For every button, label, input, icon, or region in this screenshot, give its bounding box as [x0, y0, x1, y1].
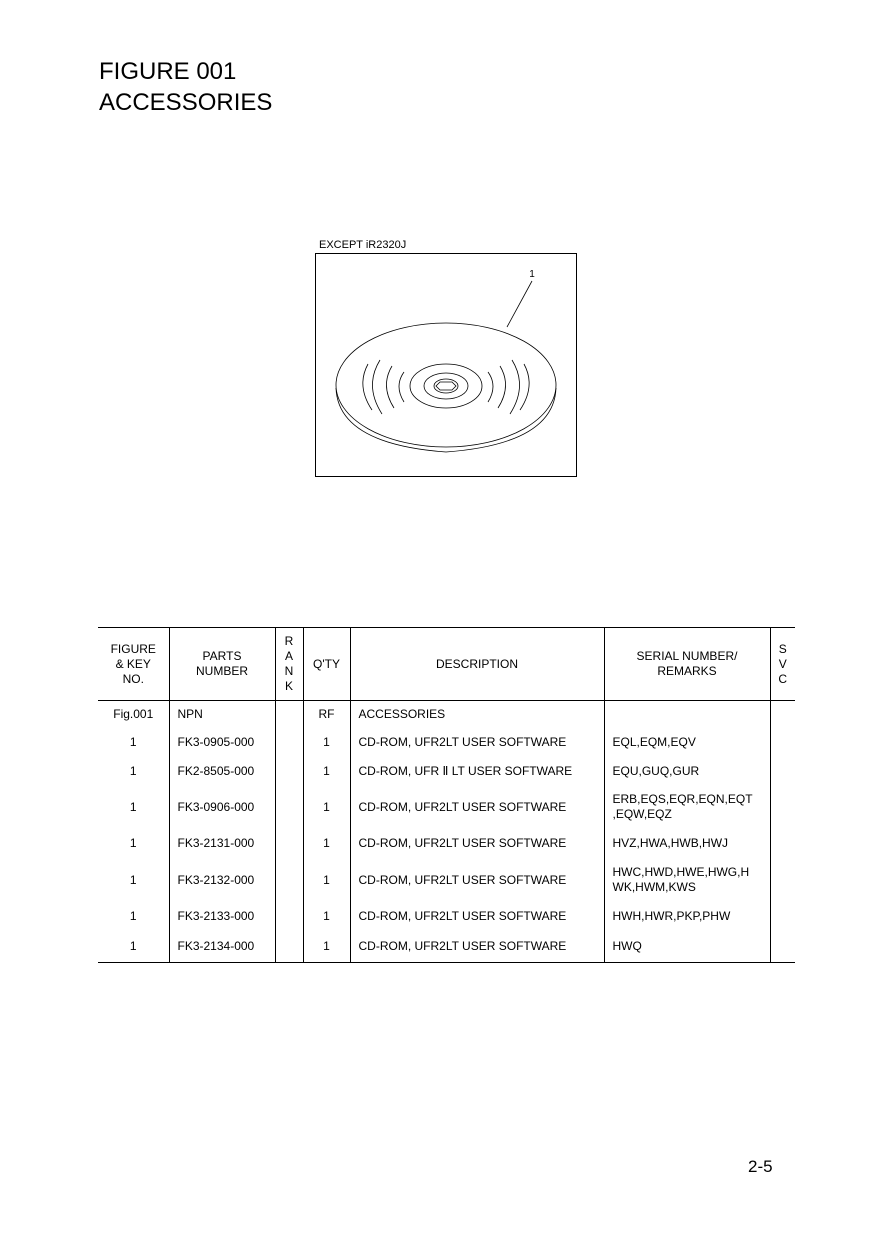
disc-hub	[434, 379, 458, 393]
cell-serial: HWC,HWD,HWE,HWG,H WK,HWM,KWS	[604, 859, 770, 902]
table-header-row	[98, 628, 795, 701]
cell-svc	[770, 786, 795, 829]
cell-serial: HVZ,HWA,HWB,HWJ	[604, 829, 770, 859]
cell-serial	[604, 701, 770, 728]
cell-description: CD-ROM, UFR2LT USER SOFTWARE	[350, 786, 604, 829]
cell-key: 1	[129, 734, 137, 749]
cell-qty: 1	[303, 902, 350, 931]
cell-qty: 1	[303, 859, 350, 902]
cell-qty: RF	[303, 701, 350, 728]
cell-svc	[770, 829, 795, 859]
cell-description: CD-ROM, UFR2LT USER SOFTWARE	[350, 859, 604, 902]
disc-ring	[410, 364, 482, 408]
cell-rank	[275, 902, 303, 931]
disc-reflection-arc	[372, 360, 382, 414]
disc-thickness	[336, 388, 556, 452]
cell-svc	[770, 931, 795, 963]
disc-reflection-arc	[510, 360, 520, 414]
figure-illustration	[315, 253, 577, 477]
parts-table	[98, 627, 795, 963]
figure-number: FIGURE 001	[99, 58, 237, 85]
table-row	[98, 931, 795, 963]
cell-svc	[770, 902, 795, 931]
cell-description: CD-ROM, UFR2LT USER SOFTWARE	[350, 829, 604, 859]
cell-key: Fig.001	[113, 706, 154, 721]
cell-part-number: NPN	[169, 701, 275, 728]
cell-key: 1	[129, 799, 137, 814]
table-row	[98, 902, 795, 931]
cell-key: 1	[129, 836, 137, 850]
cell-rank	[275, 859, 303, 902]
header-qty: Q'TY	[303, 628, 350, 701]
cell-part-number: FK3-0906-000	[169, 786, 275, 829]
header-rank: R A N K	[275, 628, 303, 701]
cell-rank	[275, 757, 303, 786]
cell-description: CD-ROM, UFR2LT USER SOFTWARE	[350, 902, 604, 931]
callout-number: 1	[529, 269, 535, 280]
cell-svc	[770, 757, 795, 786]
disc-reflection-arc	[520, 364, 529, 410]
cell-description: CD-ROM, UFR Ⅱ LT USER SOFTWARE	[350, 757, 604, 786]
disc-ring	[424, 373, 468, 399]
header-parts-number: PARTS NUMBER	[169, 628, 275, 701]
header-figure-key: FIGURE & KEY NO.	[98, 628, 169, 701]
page-number: 2-5	[748, 1157, 773, 1176]
cell-rank	[275, 728, 303, 757]
disc-outer-edge	[336, 323, 556, 447]
cell-rank	[275, 786, 303, 829]
cell-rank	[275, 931, 303, 963]
cell-part-number: FK3-2134-000	[169, 931, 275, 963]
header-svc: S V C	[770, 628, 795, 701]
table-row	[98, 728, 795, 757]
cell-qty: 1	[303, 728, 350, 757]
figure-name: ACCESSORIES	[99, 89, 273, 116]
cell-key: 1	[129, 763, 137, 778]
cell-serial: EQL,EQM,EQV	[604, 728, 770, 757]
cd-rom-drawing	[316, 254, 578, 478]
cell-description: ACCESSORIES	[350, 701, 604, 728]
cell-key: 1	[98, 931, 169, 963]
header-serial-remarks: SERIAL NUMBER/ REMARKS	[604, 628, 770, 701]
cell-description: CD-ROM, UFR2LT USER SOFTWARE	[350, 931, 604, 963]
cell-serial: HWH,HWR,PKP,PHW	[604, 902, 770, 931]
cell-part-number: FK3-2131-000	[169, 829, 275, 859]
cell-svc	[770, 859, 795, 902]
cell-serial: EQU,GUQ,GUR	[604, 757, 770, 786]
cell-svc	[770, 728, 795, 757]
disc-center-hole	[436, 382, 456, 390]
cell-svc	[770, 701, 795, 728]
cell-serial: HWQ	[604, 931, 770, 963]
table-row	[98, 757, 795, 786]
callout-leader-line	[507, 281, 532, 327]
table-row	[98, 829, 795, 859]
cell-qty: 1	[303, 931, 350, 963]
disc-reflection-arc	[498, 366, 506, 408]
cell-part-number: FK2-8505-000	[169, 757, 275, 786]
cell-part-number: FK3-0905-000	[169, 728, 275, 757]
header-description: DESCRIPTION	[350, 628, 604, 701]
cell-qty: 1	[303, 786, 350, 829]
disc-reflection-arc	[488, 372, 493, 402]
cell-qty: 1	[303, 757, 350, 786]
table-row	[98, 859, 795, 902]
cell-rank	[275, 829, 303, 859]
disc-reflection-arc	[386, 366, 394, 408]
cell-part-number: FK3-2133-000	[169, 902, 275, 931]
figure-caption: EXCEPT iR2320J	[319, 239, 407, 251]
cell-key: 1	[129, 908, 137, 923]
disc-reflection-arc	[399, 372, 404, 402]
table-row	[98, 701, 795, 728]
cell-rank	[275, 701, 303, 728]
cell-key: 1	[129, 872, 137, 887]
cell-part-number: FK3-2132-000	[169, 859, 275, 902]
cell-qty: 1	[303, 829, 350, 859]
table-row	[98, 786, 795, 829]
page-title	[99, 56, 272, 118]
cell-serial: ERB,EQS,EQR,EQN,EQT ,EQW,EQZ	[604, 786, 770, 829]
cell-description: CD-ROM, UFR2LT USER SOFTWARE	[350, 728, 604, 757]
disc-reflection-arc	[363, 364, 372, 410]
